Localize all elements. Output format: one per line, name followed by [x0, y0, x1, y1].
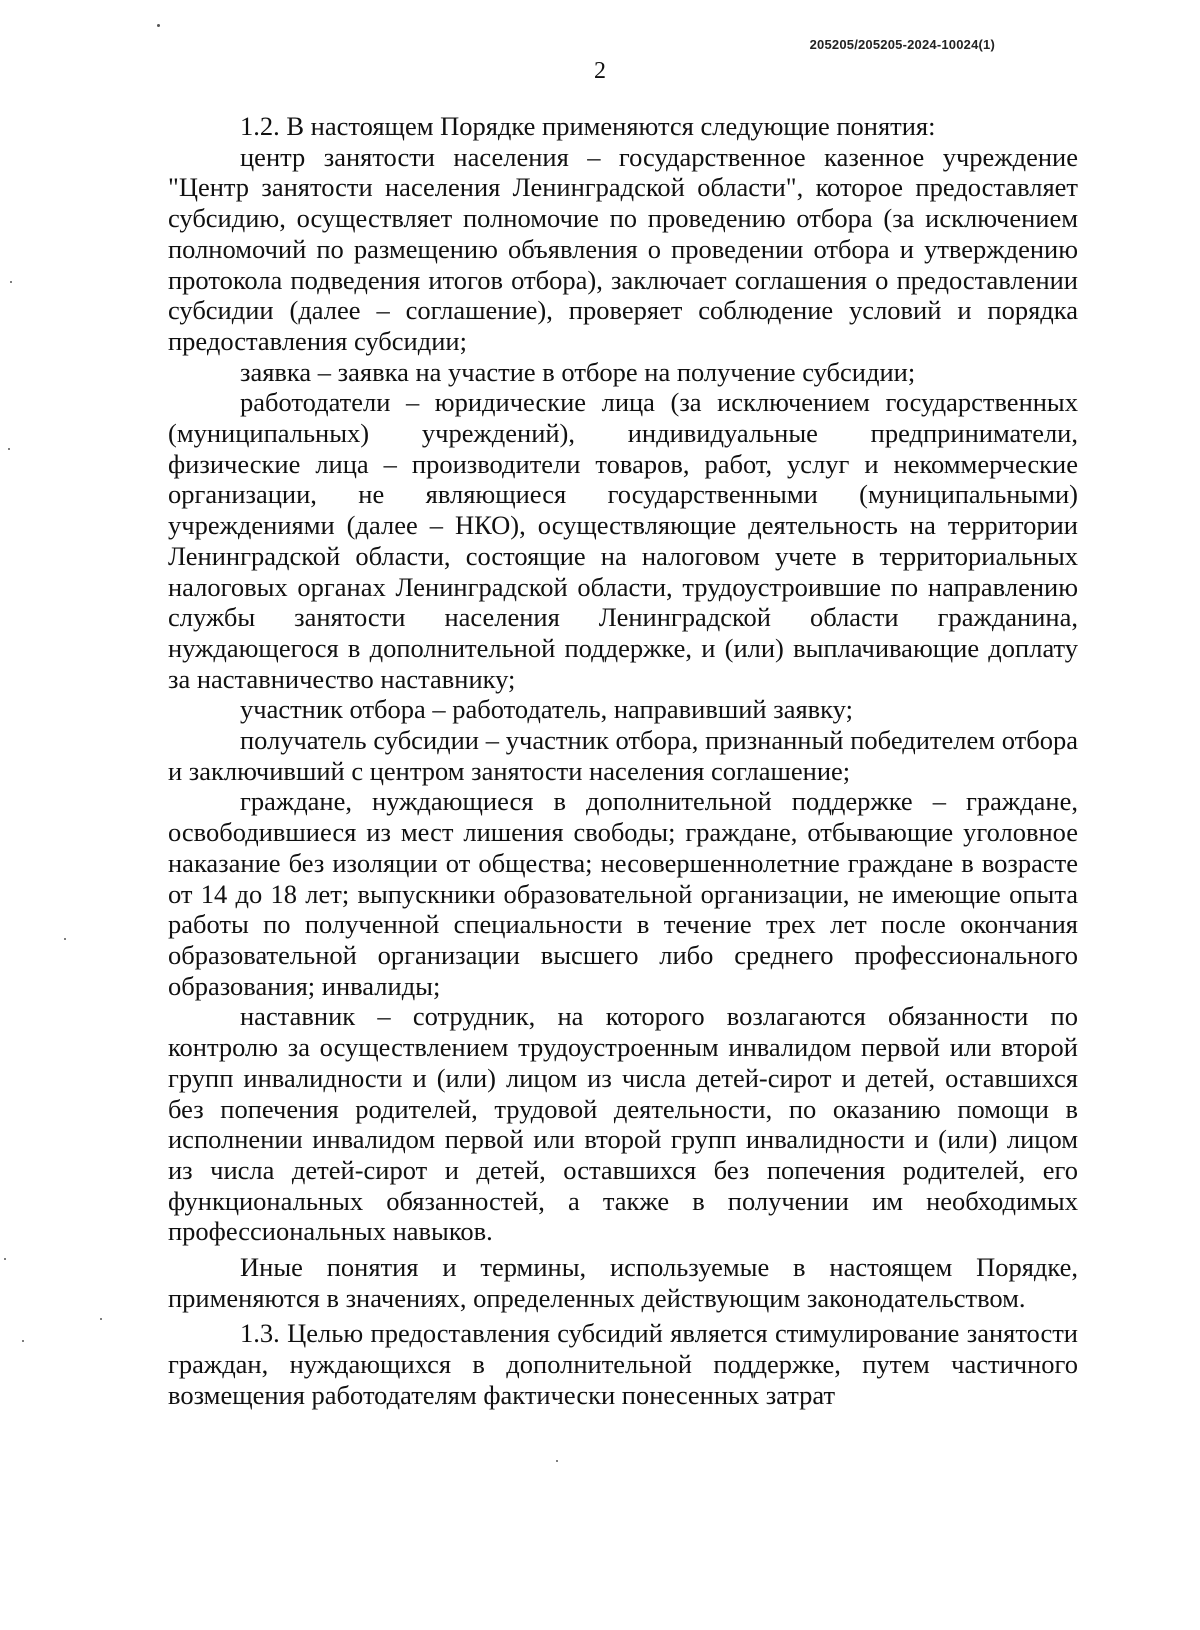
scan-speck: [10, 281, 12, 283]
paragraph-1-2-heading: 1.2. В настоящем Порядке применяются следующие понятия:: [240, 111, 936, 141]
paragraph-definition-selection-participant: участник отбора – работодатель, направивший заявку;: [240, 694, 853, 725]
page-number: 2: [594, 58, 606, 84]
paragraph-definition-citizens-needing-support: граждане, нуждающиеся в дополнительной поддержке – граждане, освободившиеся из мест лишения свободы; граждане, отбывающие уголовное наказание без изоляции от общества; несовершеннолетние граждане в возрасте от 14 до 18 лет; выпускники образовательной организации, не имеющие опыта работы по полученной специальности в течение трех лет после окончания образовательной организации высшего либо среднего профессионального образования; инвалиды;: [168, 786, 1078, 1001]
paragraph-1-3-purpose: 1.3. Целью предоставления субсидий является стимулирование занятости граждан, нуждающихся в дополнительной поддержке, путем частичного возмещения работодателям фактически понесенных затрат: [168, 1318, 1078, 1410]
scan-speck: [157, 24, 160, 27]
scan-speck: [100, 1318, 102, 1320]
document-id: 205205/205205-2024-10024(1): [809, 37, 995, 52]
page-content: [168, 111, 1078, 1411]
paragraph-definition-employers: работодатели – юридические лица (за исключением государственных (муниципальных) учреждений), индивидуальные предприниматели, физические лица – производители товаров, работ, услуг и некоммерческие организации, не являющиеся государственными (муниципальными) учреждениями (далее – НКО), осуществляющие деятельность на территории Ленинградской области, состоящие на налоговом учете в территориальных налоговых органах Ленинградской области, трудоустроившие по направлению службы занятости населения Ленинградской области гражданина, нуждающегося в дополнительной поддержке, и (или) выплачивающие доплату за наставничество наставнику;: [168, 387, 1078, 694]
scan-speck: [22, 1340, 24, 1342]
scan-speck: [4, 1258, 6, 1260]
scan-speck: [8, 448, 10, 450]
paragraph-definition-subsidy-recipient: получатель субсидии – участник отбора, признанный победителем отбора и заключивший с центром занятости населения соглашение;: [168, 725, 1078, 786]
paragraph-definition-employment-center: центр занятости населения – государственное казенное учреждение "Центр занятости населения Ленинградской области", которое предоставляет субсидию, осуществляет полномочие по проведению отбора (за исключением полномочий по размещению объявления о проведении отбора и утверждению протокола подведения итогов отбора), заключает соглашения о предоставлении субсидии (далее – соглашение), проверяет соблюдение условий и порядка предоставления субсидии;: [168, 141, 1078, 356]
paragraph-definition-mentor: наставник – сотрудник, на которого возлагаются обязанности по контролю за осуществлением трудоустроенным инвалидом первой или второй групп инвалидности и (или) лицом из числа детей-сирот и детей, оставшихся без попечения родителей, трудовой деятельности, по оказанию помощи в исполнении инвалидом первой или второй групп инвалидности и (или) лицом из числа детей-сирот и детей, оставшихся без попечения родителей, его функциональных обязанностей, а также в получении им необходимых профессиональных навыков.: [168, 1001, 1078, 1247]
scan-speck: [556, 1460, 558, 1462]
scan-speck: [64, 938, 66, 940]
paragraph-definition-application: заявка – заявка на участие в отборе на получение субсидии;: [240, 356, 916, 387]
paragraph-other-terms: Иные понятия и термины, используемые в настоящем Порядке, применяются в значениях, определенных действующим законодательством.: [168, 1252, 1078, 1313]
